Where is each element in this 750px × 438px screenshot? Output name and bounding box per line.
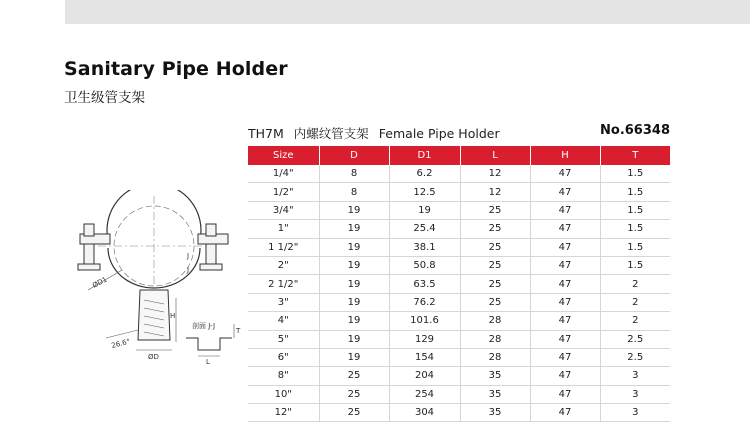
- table-cell-t: 1.5: [600, 165, 670, 183]
- table-cell-l: 28: [460, 330, 530, 348]
- table-cell-d1: 254: [389, 385, 460, 403]
- label-j-top: J: [187, 252, 190, 260]
- table-row: [248, 183, 670, 201]
- table-cell-l: 25: [460, 256, 530, 274]
- table-header-row: [248, 146, 670, 165]
- table-cell-l: 25: [460, 201, 530, 219]
- table-cell-d: 19: [319, 220, 389, 238]
- page-subtitle-cn: 卫生级管支架: [64, 90, 145, 106]
- table-row: [248, 275, 670, 293]
- table-cell-size: 1": [248, 220, 319, 238]
- table-cell-h: 47: [530, 312, 600, 330]
- table-cell-size: 10": [248, 385, 319, 403]
- table-cell-d1: 204: [389, 367, 460, 385]
- table-row: [248, 165, 670, 183]
- top-banner-band: [65, 0, 750, 24]
- table-cell-d: 25: [319, 367, 389, 385]
- table-cell-t: 2.5: [600, 330, 670, 348]
- table-row: [248, 293, 670, 311]
- table-cell-d1: 12.5: [389, 183, 460, 201]
- table-cell-t: 3: [600, 367, 670, 385]
- table-cell-h: 47: [530, 348, 600, 366]
- table-cell-size: 1 1/2": [248, 238, 319, 256]
- table-cell-t: 2.5: [600, 348, 670, 366]
- table-cell-h: 47: [530, 165, 600, 183]
- label-j-bottom: J: [187, 266, 190, 274]
- column-header-l: L: [460, 146, 530, 165]
- table-cell-l: 35: [460, 367, 530, 385]
- table-cell-size: 1/4": [248, 165, 319, 183]
- table-row: [248, 404, 670, 422]
- page-title: Sanitary Pipe Holder: [64, 58, 288, 80]
- table-cell-d1: 19: [389, 201, 460, 219]
- table-cell-size: 1/2": [248, 183, 319, 201]
- table-row: [248, 385, 670, 403]
- table-cell-h: 47: [530, 385, 600, 403]
- left-bolt: [78, 224, 110, 270]
- table-cell-t: 1.5: [600, 238, 670, 256]
- table-cell-size: 4": [248, 312, 319, 330]
- table-cell-t: 2: [600, 275, 670, 293]
- label-h: H: [170, 312, 176, 320]
- column-header-h: H: [530, 146, 600, 165]
- model-name-en: Female Pipe Holder: [378, 126, 500, 141]
- right-bolt: [198, 224, 228, 270]
- column-header-d1: D1: [389, 146, 460, 165]
- table-cell-d1: 154: [389, 348, 460, 366]
- table-row: [248, 238, 670, 256]
- table-cell-t: 3: [600, 404, 670, 422]
- table-cell-l: 12: [460, 183, 530, 201]
- table-cell-d1: 6.2: [389, 165, 460, 183]
- table-cell-t: 1.5: [600, 183, 670, 201]
- table-cell-l: 35: [460, 404, 530, 422]
- table-cell-size: 2": [248, 256, 319, 274]
- table-cell-l: 28: [460, 312, 530, 330]
- table-cell-t: 1.5: [600, 201, 670, 219]
- table-cell-d1: 50.8: [389, 256, 460, 274]
- pipe-clamp-ring: [98, 190, 210, 300]
- table-cell-h: 47: [530, 238, 600, 256]
- table-cell-size: 5": [248, 330, 319, 348]
- table-cell-d1: 304: [389, 404, 460, 422]
- table-row: [248, 348, 670, 366]
- specification-table: [248, 146, 670, 422]
- label-d: ØD: [148, 353, 159, 361]
- table-cell-t: 1.5: [600, 220, 670, 238]
- table-cell-l: 12: [460, 165, 530, 183]
- table-cell-h: 47: [530, 275, 600, 293]
- table-cell-h: 47: [530, 293, 600, 311]
- pipe-holder-drawing: [60, 190, 245, 365]
- table-cell-size: 2 1/2": [248, 275, 319, 293]
- table-cell-d1: 25.4: [389, 220, 460, 238]
- label-t: T: [236, 327, 241, 335]
- table-row: [248, 220, 670, 238]
- table-cell-h: 47: [530, 201, 600, 219]
- column-header-size: Size: [248, 146, 319, 165]
- table-row: [248, 201, 670, 219]
- table-row: [248, 312, 670, 330]
- table-cell-h: 47: [530, 220, 600, 238]
- model-name-cn: 内螺纹管支架: [293, 126, 369, 141]
- catalog-number: No.66348: [600, 123, 670, 138]
- table-cell-d: 19: [319, 201, 389, 219]
- table-cell-d: 8: [319, 165, 389, 183]
- table-cell-l: 25: [460, 275, 530, 293]
- table-cell-d1: 129: [389, 330, 460, 348]
- table-cell-l: 25: [460, 293, 530, 311]
- table-cell-l: 28: [460, 348, 530, 366]
- table-cell-size: 3": [248, 293, 319, 311]
- table-cell-d: 19: [319, 293, 389, 311]
- table-cell-l: 35: [460, 385, 530, 403]
- table-cell-d1: 101.6: [389, 312, 460, 330]
- table-cell-t: 2: [600, 293, 670, 311]
- column-header-d: D: [319, 146, 389, 165]
- table-cell-d: 19: [319, 256, 389, 274]
- table-cell-d: 19: [319, 275, 389, 293]
- table-cell-t: 1.5: [600, 256, 670, 274]
- table-cell-d1: 76.2: [389, 293, 460, 311]
- table-cell-size: 6": [248, 348, 319, 366]
- table-cell-h: 47: [530, 330, 600, 348]
- table-cell-h: 47: [530, 256, 600, 274]
- table-row: [248, 330, 670, 348]
- table-cell-d: 19: [319, 330, 389, 348]
- table-cell-size: 12": [248, 404, 319, 422]
- table-cell-d: 19: [319, 312, 389, 330]
- label-section: 剖面 J-J: [192, 322, 216, 330]
- model-line: [248, 124, 510, 142]
- table-cell-d: 25: [319, 385, 389, 403]
- table-cell-d: 19: [319, 238, 389, 256]
- table-cell-t: 2: [600, 312, 670, 330]
- table-row: [248, 256, 670, 274]
- table-cell-d1: 63.5: [389, 275, 460, 293]
- table-cell-d: 19: [319, 348, 389, 366]
- threaded-boss: [138, 290, 170, 340]
- table-cell-h: 47: [530, 404, 600, 422]
- model-code: TH7M: [248, 126, 284, 141]
- table-cell-d: 25: [319, 404, 389, 422]
- table-cell-t: 3: [600, 385, 670, 403]
- table-cell-h: 47: [530, 367, 600, 385]
- table-cell-size: 3/4": [248, 201, 319, 219]
- label-d1: ØD1: [91, 275, 109, 290]
- label-l: L: [206, 358, 210, 365]
- table-cell-l: 25: [460, 238, 530, 256]
- table-cell-d1: 38.1: [389, 238, 460, 256]
- table-cell-l: 25: [460, 220, 530, 238]
- table-cell-size: 8": [248, 367, 319, 385]
- table-row: [248, 367, 670, 385]
- column-header-t: T: [600, 146, 670, 165]
- table-cell-h: 47: [530, 183, 600, 201]
- table-cell-d: 8: [319, 183, 389, 201]
- label-angle: 26.6°: [110, 337, 132, 350]
